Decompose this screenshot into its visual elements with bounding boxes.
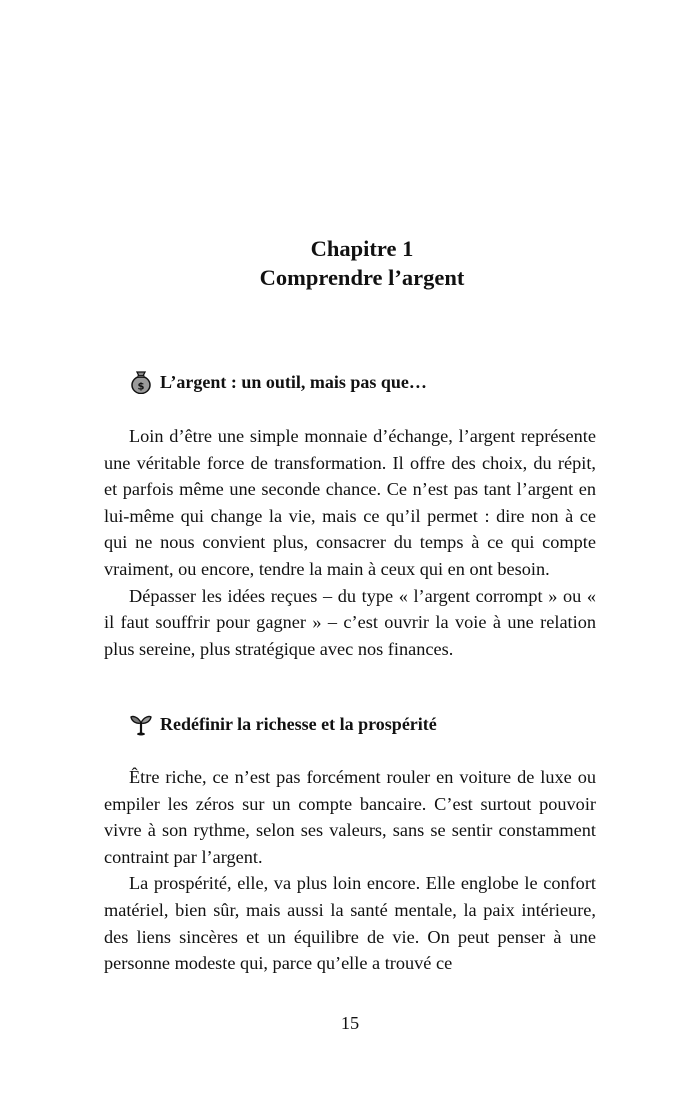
chapter-number: Chapitre 1 <box>310 236 414 261</box>
section-heading-1 <box>130 370 427 394</box>
chapter-heading <box>0 234 700 292</box>
paragraph: Être riche, ce n’est pas forcément rouler en voiture de luxe ou empiler les zéros sur un compte bancaire. C’est surtout pouvoir vivre à son rythme, selon ses valeurs, sans se sentir constamment contraint par l’argent. <box>104 767 596 867</box>
chapter-title: Comprendre l’argent <box>259 265 465 290</box>
svg-text:$: $ <box>137 381 145 393</box>
section-body-2 <box>104 764 596 977</box>
section-heading-text: Redéfinir la richesse et la prospérité <box>160 714 437 734</box>
section-heading-2 <box>130 712 437 736</box>
section-body-1 <box>104 423 596 662</box>
money-bag-icon <box>130 370 152 394</box>
page-number-text: 15 <box>340 1013 360 1033</box>
paragraph: Dépasser les idées reçues – du type « l’argent corrompt » ou « il faut souffrir pour gagner » – c’est ouvrir la voie à une relation plus sereine, plus stratégique avec nos finances. <box>104 585 596 659</box>
paragraph: Loin d’être une simple monnaie d’échange, l’argent représente une véritable force de transformation. Il offre des choix, du répit, et parfois même une seconde chance. Ce n’est pas tant l’argent en lui-même qui change la vie, mais ce qu’il permet : dire non à ce qui ne nous convient plus, consacrer du temps à ce qui compte vraiment, ou encore, tendre la main à ceux qui en ont besoin. <box>104 426 596 579</box>
section-heading-text: L’argent : un outil, mais pas que… <box>160 372 427 392</box>
paragraph: La prospérité, elle, va plus loin encore. Elle englobe le confort matériel, bien sûr, mais aussi la santé mentale, la paix intérieure, des liens sincères et un équilibre de vie. On peut penser à une personne modeste qui, parce qu’elle a trouvé ce <box>104 873 596 974</box>
page-number <box>0 1010 700 1036</box>
seedling-icon <box>130 712 152 736</box>
